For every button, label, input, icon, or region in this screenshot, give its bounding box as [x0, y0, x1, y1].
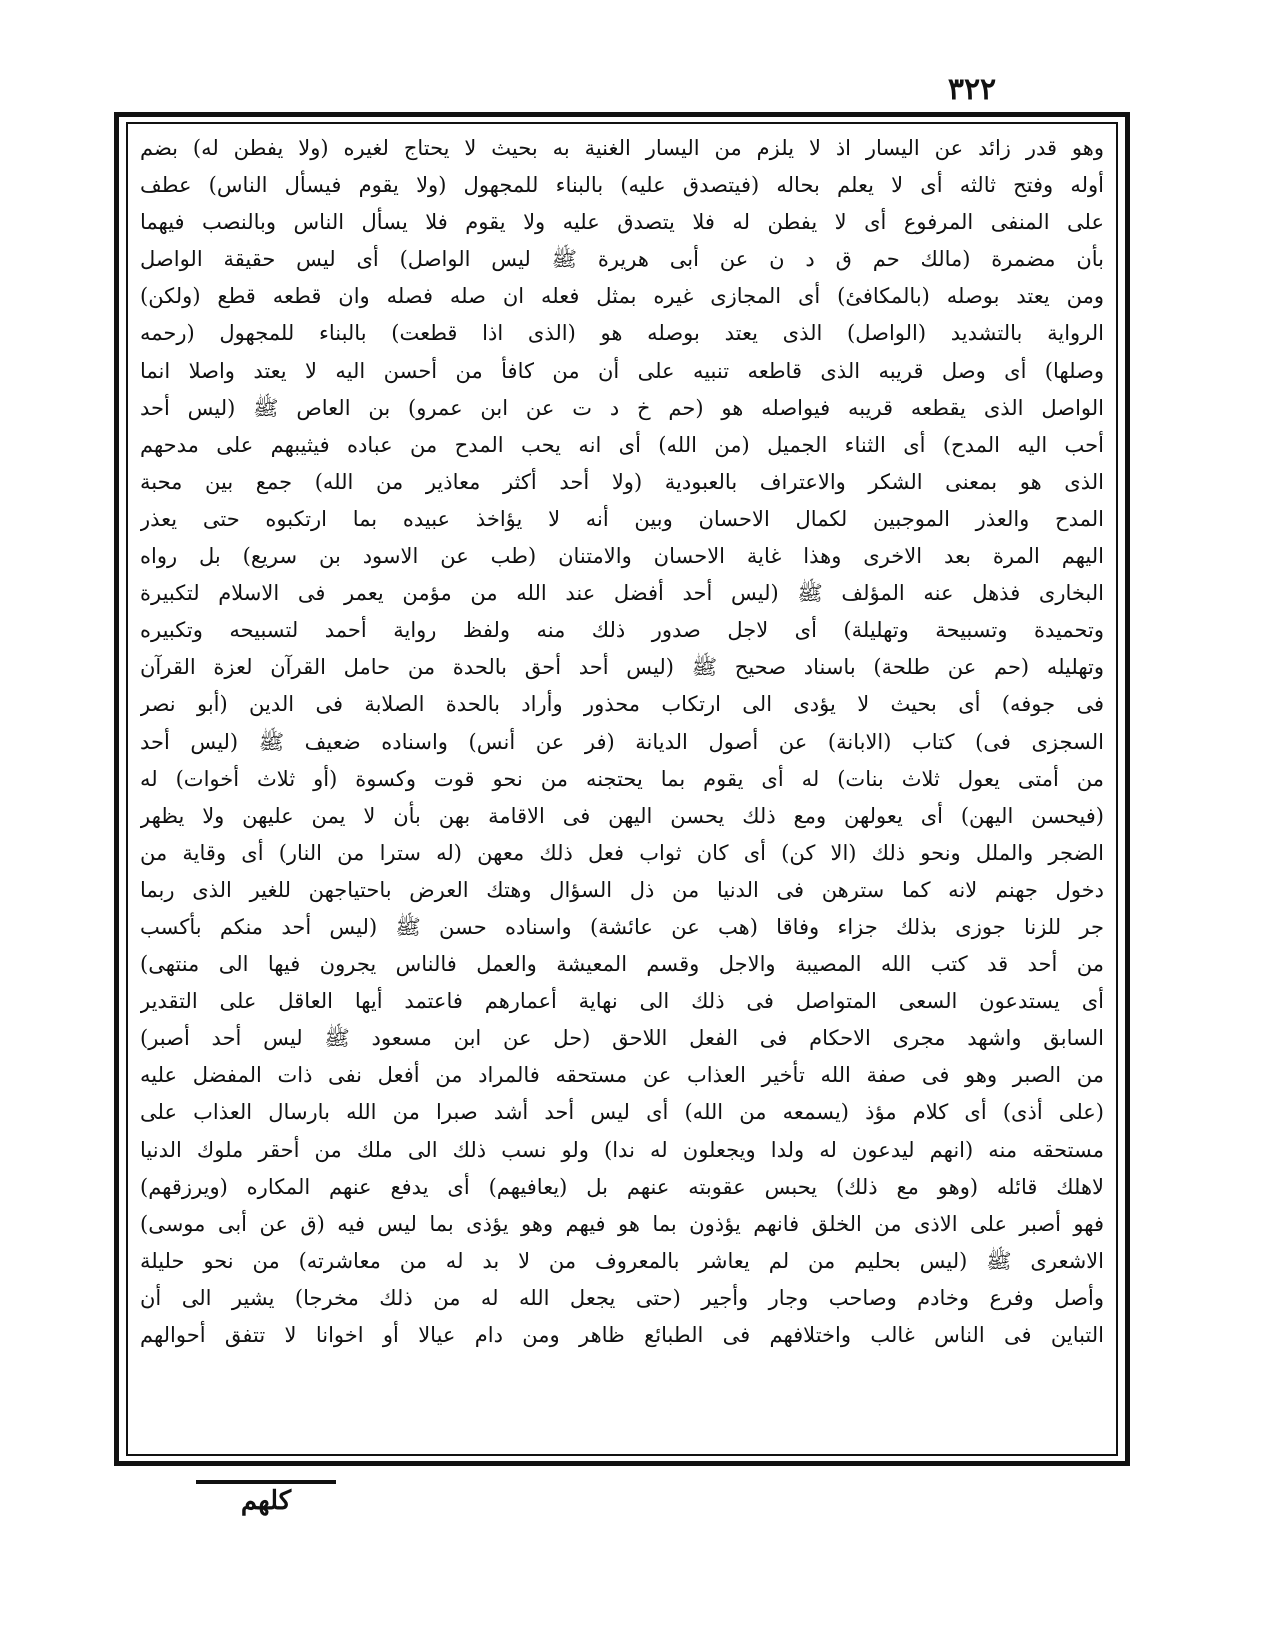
text-line: لاهلك قائله (وهو مع ذلك) يحبس عقوبته عنهم بل (يعافيهم) أى يدفع عنهم المكاره (ويرزقهم) — [140, 1174, 1104, 1199]
page-border-inner — [126, 122, 1118, 1456]
text-line: السجزى فى) كتاب (الابانة) عن أصول الديانة (فر عن أنس) واسناده ضعيف ﷺ (ليس أحد — [140, 729, 1104, 754]
text-line: أوله وفتح ثالثه أى لا يعلم بحاله (فيتصدق عليه) بالبناء للمجهول (ولا يقوم فيسأل الناس) عطف — [140, 173, 1104, 198]
text-line: من أمتى يعول ثلاث بنات) له أى يقوم بما يحتجنه من نحو قوت وكسوة (أو ثلاث أخوات) له — [140, 766, 1104, 791]
text-line: (فيحسن اليهن) أى يعولهن ومع ذلك يحسن اليهن فى الاقامة بهن بأن لا يمن عليهن ولا يظهر — [140, 803, 1104, 828]
text-line: الضجر والملل ونحو ذلك (الا كن) أى كان ثواب فعل ذلك معهن (له سترا من النار) أى وقاية من — [140, 840, 1104, 865]
text-line: من الصبر وهو فى صفة الله تأخير العذاب عن مستحقه فالمراد من أفعل نفى ذات المفضل عليه — [140, 1063, 1104, 1088]
body-text — [140, 130, 1104, 1448]
text-line: من أحد قد كتب الله المصيبة والاجل وقسم المعيشة والعمل فالناس يجرون فيها الى منتهى) — [140, 952, 1104, 977]
page-number: ٣٢٢ — [947, 72, 997, 107]
text-line: وتهليله (حم عن طلحة) باسناد صحيح ﷺ (ليس أحد أحق بالحدة من حامل القرآن لعزة القرآن — [140, 655, 1104, 680]
catchword: كلهم — [196, 1480, 336, 1516]
text-line: بأن مضمرة (مالك حم ق د ن عن أبى هريرة ﷺ ليس الواصل) أى ليس حقيقة الواصل — [140, 247, 1104, 272]
text-line: (على أذى) أى كلام مؤذ (يسمعه من الله) أى ليس أحد أشد صبرا من الله بارسال العذاب على — [140, 1100, 1104, 1125]
text-line: وأصل وفرع وخادم وصاحب وجار وأجير (حتى يجعل الله له من ذلك مخرجا) يشير الى أن — [140, 1285, 1104, 1310]
text-line: فهو أصبر على الاذى من الخلق فانهم يؤذون بما هو فيهم وهو يؤذى بما ليس فيه (ق عن أبى موسى) — [140, 1211, 1104, 1236]
text-line: فى جوفه) أى بحيث لا يؤدى الى ارتكاب محذور وأراد بالحدة الصلابة فى الدين (أبو نصر — [140, 692, 1104, 717]
text-line: المدح والعذر الموجبين لكمال الاحسان وبين أنه لا يؤاخذ عبيده بما ارتكبوه حتى يعذر — [140, 506, 1104, 531]
text-line: جر للزنا جوزى بذلك جزاء وفاقا (هب عن عائشة) واسناده حسن ﷺ (ليس أحد منكم بأكسب — [140, 914, 1104, 939]
text-line: وهو قدر زائد عن اليسار اذ لا يلزم من اليسار الغنية به بحيث لا يحتاج لغيره (ولا يفطن له) بضم — [140, 136, 1104, 160]
text-line: وتحميدة وتسبيحة وتهليلة) أى لاجل صدور ذلك منه ولفظ رواية أحمد لتسبيحه وتكبيره — [140, 618, 1104, 643]
text-line: ومن يعتد بوصله (بالمكافئ) أى المجازى غيره بمثل فعله ان صله فصله وان قطعه قطع (ولكن) — [140, 284, 1104, 309]
text-line: السابق واشهد مجرى الاحكام فى الفعل اللاحق (حل عن ابن مسعود ﷺ ليس أحد أصبر) — [140, 1026, 1104, 1051]
text-line: أى يستدعون السعى المتواصل فى ذلك الى نهاية أعمارهم فاعتمد أيها العاقل على التقدير — [140, 989, 1104, 1014]
text-line: التباين فى الناس غالب واختلافهم فى الطبائع ظاهر ومن دام عيالا أو اخوانا لا تتفق أحوالهم — [140, 1323, 1104, 1347]
text-line: أحب اليه المدح) أى الثناء الجميل (من الله) أى انه يحب المدح من عباده فيثيبهم على مدحهم — [140, 432, 1104, 457]
text-line: اليهم المرة بعد الاخرى وهذا غاية الاحسان والامتنان (طب عن الاسود بن سريع) بل رواه — [140, 544, 1104, 569]
text-line: الاشعرى ﷺ (ليس بحليم من لم يعاشر بالمعروف من لا بد له من معاشرته) من نحو حليلة — [140, 1248, 1104, 1273]
text-line: الذى هو بمعنى الشكر والاعتراف بالعبودية (ولا أحد أكثر معاذير من الله) جمع بين محبة — [140, 469, 1104, 494]
text-line: الواصل الذى يقطعه قريبه فيواصله هو (حم خ د ت عن ابن عمرو) بن العاص ﷺ (ليس أحد — [140, 395, 1104, 420]
text-line: وصلها) أى وصل قريبه الذى قاطعه تنبيه على أن من كافأ من أحسن اليه لا يعتد واصلا انما — [140, 358, 1104, 383]
text-line: مستحقه منه (انهم ليدعون له ولدا ويجعلون له ندا) ولو نسب ذلك الى ملك من أحقر ملوك الدنيا — [140, 1137, 1104, 1162]
text-line: الرواية بالتشديد (الواصل) الذى يعتد بوصله هو (الذى اذا قطعت) بالبناء للمجهول (رحمه — [140, 321, 1104, 346]
text-line: على المنفى المرفوع أى لا يفطن له فلا يتصدق عليه ولا يقوم فلا يسأل الناس وبالنصب فيهما — [140, 210, 1104, 235]
text-line: البخارى فذهل عنه المؤلف ﷺ (ليس أحد أفضل عند الله من مؤمن يعمر فى الاسلام لتكبيرة — [140, 581, 1104, 606]
text-line: دخول جهنم لانه كما سترهن فى الدنيا من ذل السؤال وهتك العرض باحتياجهن للغير الذى ربما — [140, 877, 1104, 902]
